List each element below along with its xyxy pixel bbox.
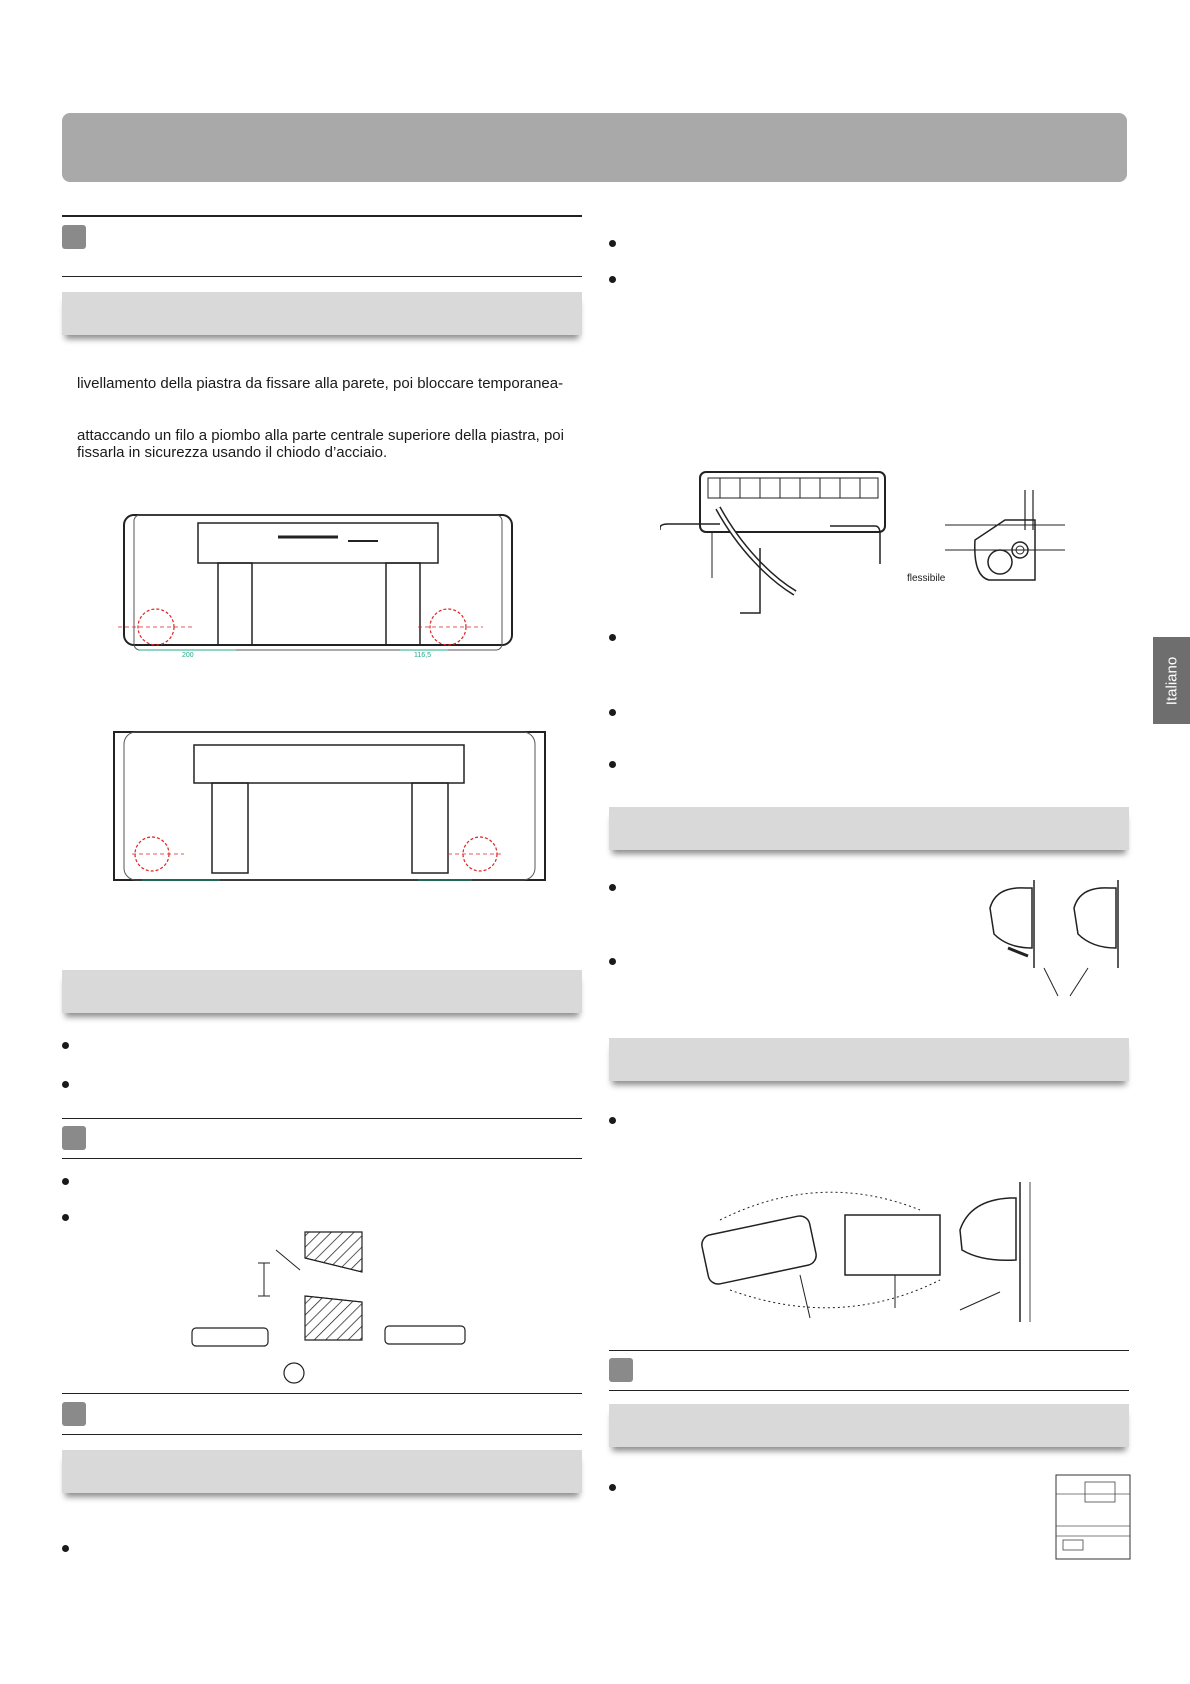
section-rule-top — [62, 1393, 582, 1394]
indoor-unit-installation-diagram — [700, 1180, 1045, 1325]
bullet — [609, 276, 616, 283]
pipe-side-view-diagram — [945, 490, 1065, 590]
section-rule-top — [62, 1118, 582, 1119]
dimension-label: 200 — [182, 652, 194, 659]
bullet — [62, 1214, 69, 1221]
bullet — [62, 1178, 69, 1185]
unit-hook-diagram — [978, 878, 1133, 998]
bullet — [62, 1545, 69, 1552]
section-number-marker — [609, 1358, 633, 1382]
subsection-bar — [62, 1450, 582, 1493]
section-rule-top — [62, 215, 582, 217]
control-board-diagram — [1055, 1474, 1131, 1560]
subsection-bar — [609, 1404, 1129, 1447]
section-rule-top — [609, 1350, 1129, 1351]
bullet — [609, 761, 616, 768]
bullet — [609, 709, 616, 716]
section-number-marker — [62, 1402, 86, 1426]
section-number-marker — [62, 1126, 86, 1150]
dimension-label: 116,5 — [414, 652, 431, 659]
mounting-plate-diagram-bottom — [112, 730, 547, 885]
bullet — [62, 1042, 69, 1049]
page-title-bar — [62, 113, 1127, 182]
bullet — [62, 1081, 69, 1088]
bullet — [609, 1117, 616, 1124]
section-rule-bottom — [609, 1390, 1129, 1391]
subsection-bar — [609, 807, 1129, 850]
bullet — [609, 634, 616, 641]
subsection-bar — [62, 292, 582, 335]
section-rule-bottom — [62, 1434, 582, 1435]
paragraph-line: fissarla in sicurezza usando il chiodo d’acciaio. — [77, 444, 388, 461]
bullet — [609, 1484, 616, 1491]
paragraph-line: attaccando un filo a piombo alla parte centrale superiore della piastra, poi — [77, 427, 564, 444]
bullet — [609, 958, 616, 965]
paragraph-line: livellamento della piastra da fissare alla parete, poi bloccare temporanea- — [77, 375, 564, 392]
section-rule-bottom — [62, 276, 582, 277]
subsection-bar — [609, 1038, 1129, 1081]
flexible-label: flessibile — [907, 573, 946, 584]
language-tab — [1153, 637, 1190, 724]
bullet — [609, 240, 616, 247]
wall-hole-diagram — [188, 1228, 478, 1388]
subsection-bar — [62, 970, 582, 1013]
section-number-marker — [62, 225, 86, 249]
mounting-plate-diagram-top — [118, 505, 518, 665]
indoor-unit-piping-diagram — [660, 468, 890, 618]
language-tab-label: Italiano — [1163, 656, 1180, 705]
section-rule-bottom — [62, 1158, 582, 1159]
bullet — [609, 884, 616, 891]
